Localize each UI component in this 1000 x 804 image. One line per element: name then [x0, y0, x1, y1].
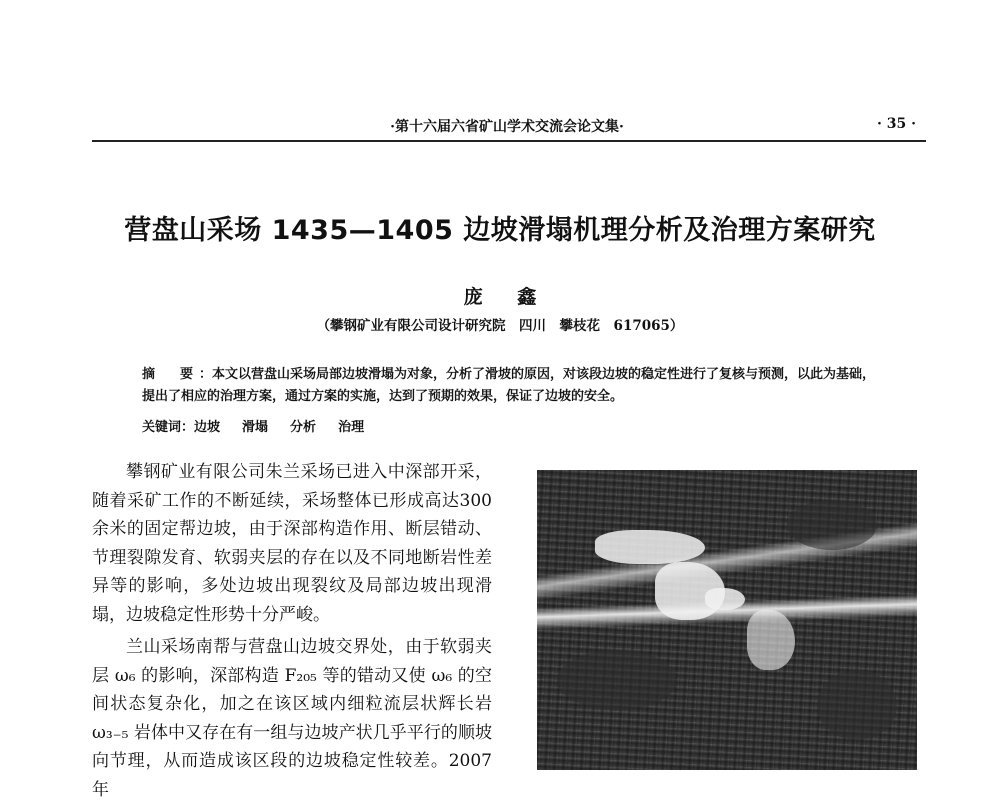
abstract-label: 摘 要	[142, 367, 200, 382]
body-paragraph: 攀钢矿业有限公司朱兰采场已进入中深部开采，随着采矿工作的不断延续，采场整体已形成高达300余米的固定帮边坡，由于深部构造作用、断层错动、节理裂隙发育、软弱夹层的存在以及不同地断岩性差异等的影响，多处边坡出现裂纹及局部边坡出现滑塌，边坡稳定性形势十分严峻。	[92, 462, 492, 625]
photo-highlight	[705, 588, 745, 610]
keywords	[142, 416, 882, 435]
author-affiliation: （攀钢矿业有限公司设计研究院 四川 攀枝花 617065）	[316, 318, 684, 334]
keyword: 滑塌	[242, 420, 269, 435]
body-text-column	[92, 458, 492, 804]
keyword: 治理	[338, 420, 365, 435]
keyword: 分析	[290, 420, 317, 435]
running-header	[92, 116, 922, 138]
journal-title: ·第十六届六省矿山学术交流会论文集·	[390, 119, 624, 135]
author-name: 庞 鑫	[463, 286, 551, 308]
paper-title: 营盘山采场 1435—1405 边坡滑塌机理分析及治理方案研究	[124, 215, 876, 246]
photo-highlight	[595, 530, 705, 564]
abstract-text: ：本文以营盘山采场局部边坡滑塌为对象，分析了滑坡的原因，对该段边坡的稳定性进行了复核与预测，以此为基础，提出了相应的治理方案，通过方案的实施，达到了预期的效果，保证了边坡的安全。	[142, 367, 876, 404]
photo-shadow	[787, 500, 877, 550]
slope-photo-figure	[537, 470, 917, 770]
abstract	[142, 364, 882, 408]
header-rule	[92, 140, 926, 142]
photo-shadow	[557, 650, 677, 710]
keywords-label: 关键词：	[142, 420, 195, 435]
photo-shadow	[817, 670, 897, 740]
page-number: · 35 ·	[877, 116, 916, 132]
photo-highlight	[747, 610, 795, 670]
keyword: 边坡	[194, 420, 221, 435]
body-paragraph: 兰山采场南帮与营盘山边坡交界处，由于软弱夹层 ω₆ 的影响，深部构造 F₂₀₅ 等的错动又使 ω₆ 的空间状态复杂化，加之在该区域内细粒流层状辉长岩 ω₃₋₅ 岩体中又存在有一组与边坡产状几乎平行的顺坡向节理，从而造成该区段的边坡稳定性较差。2007年	[92, 637, 492, 800]
